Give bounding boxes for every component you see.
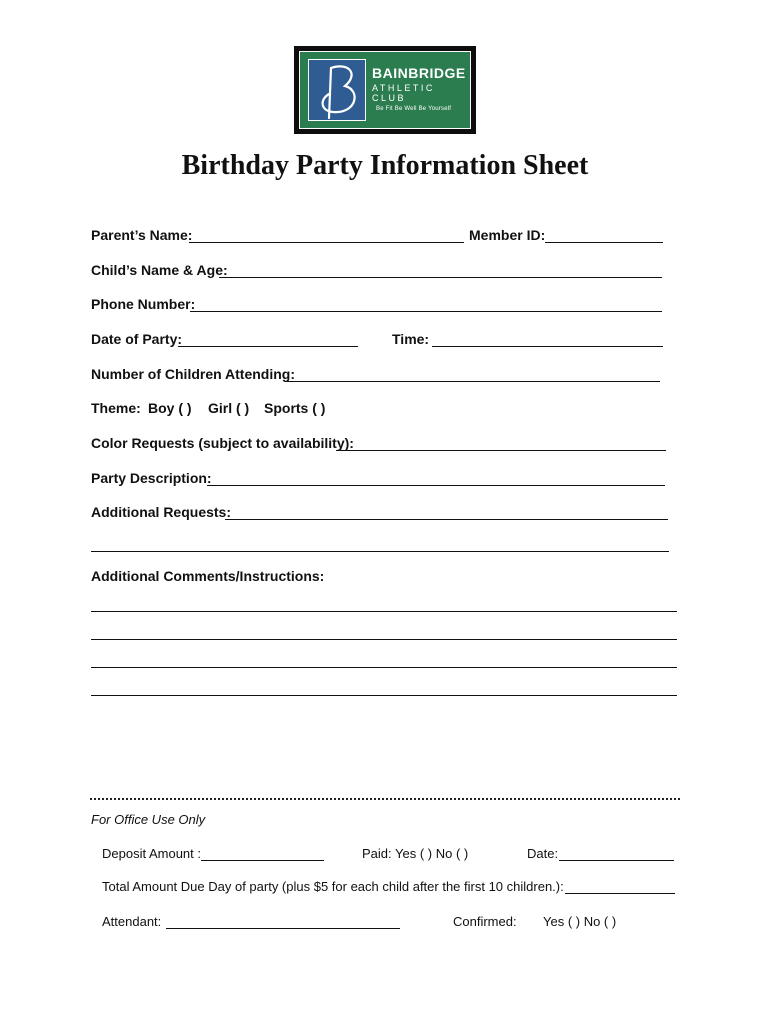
date-of-party-field[interactable] bbox=[178, 346, 358, 347]
additional-requests-label: Additional Requests: bbox=[91, 504, 232, 520]
logo-subtitle: ATHLETIC CLUB bbox=[372, 83, 435, 103]
theme-girl-option[interactable]: Girl ( ) bbox=[208, 400, 250, 416]
parent-name-label: Parent’s Name: bbox=[91, 227, 193, 243]
logo-panel bbox=[299, 51, 471, 129]
theme-sports-option[interactable]: Sports ( ) bbox=[264, 400, 326, 416]
logo-name: BAINBRIDGE bbox=[372, 65, 466, 81]
party-description-field[interactable] bbox=[207, 485, 665, 486]
office-date-label: Date: bbox=[527, 846, 559, 861]
parent-name-field[interactable] bbox=[189, 242, 464, 243]
time-field[interactable] bbox=[432, 346, 663, 347]
time-label: Time: bbox=[392, 331, 430, 347]
date-of-party-label: Date of Party: bbox=[91, 331, 183, 347]
comments-line-3[interactable] bbox=[91, 667, 677, 668]
num-children-label: Number of Children Attending: bbox=[91, 366, 296, 382]
confirmed-label: Confirmed: bbox=[453, 914, 517, 929]
theme-label: Theme: bbox=[91, 400, 141, 416]
attendant-label: Attendant: bbox=[102, 914, 162, 929]
club-logo bbox=[294, 46, 476, 134]
office-date-field[interactable] bbox=[559, 860, 674, 861]
deposit-label: Deposit Amount : bbox=[102, 846, 201, 861]
additional-requests-field[interactable] bbox=[225, 519, 668, 520]
party-description-label: Party Description: bbox=[91, 470, 212, 486]
page-title: Birthday Party Information Sheet bbox=[181, 150, 589, 181]
child-name-age-label: Child’s Name & Age: bbox=[91, 262, 228, 278]
attendant-field[interactable] bbox=[166, 928, 400, 929]
theme-boy-option[interactable]: Boy ( ) bbox=[148, 400, 192, 416]
comments-line-2[interactable] bbox=[91, 639, 677, 640]
color-requests-label: Color Requests (subject to availability): bbox=[91, 435, 354, 451]
member-id-field[interactable] bbox=[545, 242, 663, 243]
num-children-field[interactable] bbox=[285, 381, 660, 382]
additional-requests-field-2[interactable] bbox=[91, 551, 669, 552]
total-due-label: Total Amount Due Day of party (plus $5 for each child after the first 10 children.): bbox=[102, 879, 564, 894]
total-due-field[interactable] bbox=[565, 893, 675, 894]
phone-label: Phone Number: bbox=[91, 296, 196, 312]
child-name-age-field[interactable] bbox=[219, 277, 662, 278]
member-id-label: Member ID: bbox=[469, 227, 546, 243]
comments-line-1[interactable] bbox=[91, 611, 677, 612]
confirmed-options[interactable]: Yes ( ) No ( ) bbox=[543, 914, 617, 929]
additional-comments-label: Additional Comments/Instructions: bbox=[91, 568, 325, 584]
deposit-field[interactable] bbox=[201, 860, 324, 861]
comments-line-4[interactable] bbox=[91, 695, 677, 696]
office-divider bbox=[90, 798, 680, 800]
phone-field[interactable] bbox=[190, 311, 662, 312]
office-use-heading: For Office Use Only bbox=[91, 812, 206, 827]
paid-options[interactable]: Paid: Yes ( ) No ( ) bbox=[362, 846, 469, 861]
logo-tagline: Be Fit Be Well Be Yourself bbox=[376, 106, 452, 112]
color-requests-field[interactable] bbox=[336, 450, 666, 451]
logo-b-mark-icon bbox=[308, 59, 366, 121]
